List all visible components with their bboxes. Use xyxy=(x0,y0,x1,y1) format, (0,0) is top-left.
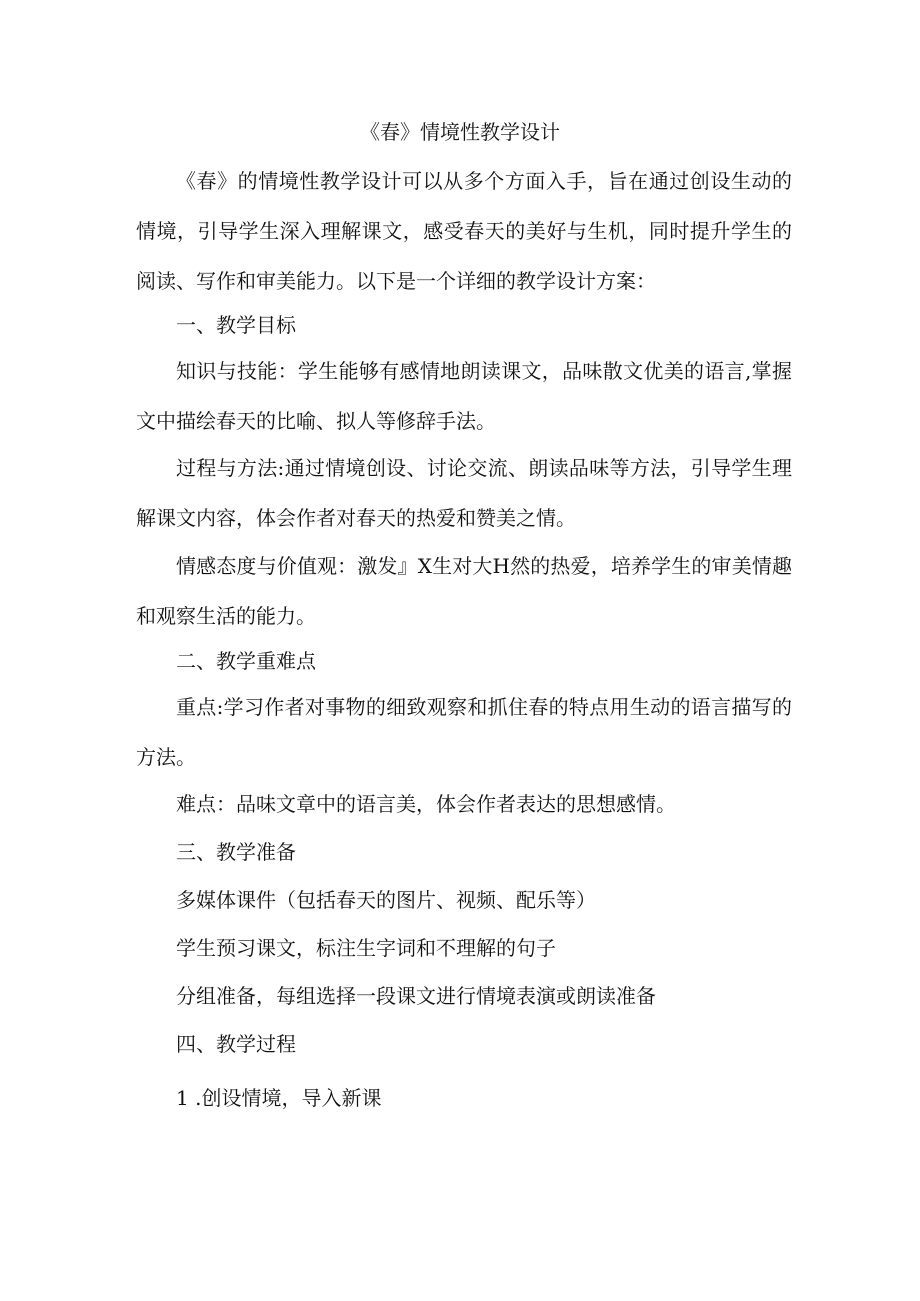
section-heading-goals: 一、教学目标 xyxy=(176,313,296,337)
section-heading-process: 四、教学过程 xyxy=(176,1032,296,1056)
goal-process-paragraph: 过程与方法:通过情境创设、讨论交流、朗读品味等方法，引导学生理解课文内容，体会作者对春天的热爱和赞美之情。 xyxy=(136,456,792,530)
goal-knowledge-paragraph: 知识与技能：学生能够有感情地朗读课文，品味散文优美的语言,掌握文中描绘春天的比喻、拟人等修辞手法。 xyxy=(136,359,792,433)
document-title: 《春》情境性教学设计 xyxy=(360,120,560,144)
prep-item-2: 学生预习课文，标注生字词和不理解的句子 xyxy=(176,936,556,960)
prep-item-1: 多媒体课件（包括春天的图片、视频、配乐等） xyxy=(176,888,596,912)
process-step-1: 1 .创设情境，导入新课 xyxy=(176,1086,382,1110)
difficult-point-paragraph: 难点：品味文章中的语言美，体会作者表达的思想感情。 xyxy=(176,792,676,816)
key-point-paragraph: 重点:学习作者对事物的细致观察和抓住春的特点用生动的语言描写的方法。 xyxy=(136,695,792,769)
prep-item-3: 分组准备，每组选择一段课文进行情境表演或朗读准备 xyxy=(176,984,656,1008)
section-heading-preparation: 三、教学准备 xyxy=(176,840,296,864)
section-heading-key-points: 二、教学重难点 xyxy=(176,649,316,673)
intro-paragraph: 《春》的情境性教学设计可以从多个方面入手，旨在通过创设生动的情境，引导学生深入理解课文，感受春天的美好与生机，同时提升学生的阅读、写作和审美能力。以下是一个详细的教学设计方案： xyxy=(136,169,792,293)
goal-emotion-paragraph: 情感态度与价值观：激发』X生对大H然的热爱，培养学生的审美情趣和观察生活的能力。 xyxy=(136,554,792,628)
